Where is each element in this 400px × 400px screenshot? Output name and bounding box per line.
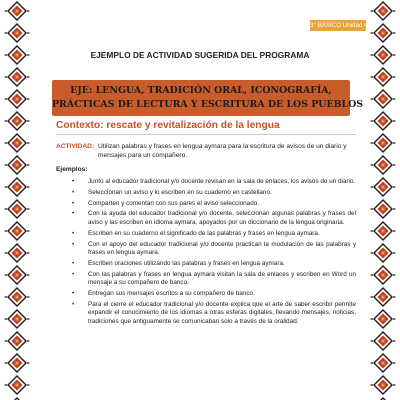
border-motif-center	[381, 119, 384, 122]
border-motif-center	[15, 9, 18, 12]
list-item: • Para el cierre el educador tradicional y/o docente explica que el arte de saber escribir permite expandir el conocimiento de los idiomas a otras esferas digitales, llevando mensajes, noticias, tradiciones que antiguamente se comunicaban solo a través de la oralidad.	[72, 300, 356, 325]
bullet-icon: •	[72, 259, 75, 267]
grade-unit-badge: 3° BÁSICO Unidad 4	[310, 22, 368, 29]
border-motif-center	[15, 163, 18, 166]
border-motif-center	[381, 163, 384, 166]
list-item: • Junto al educador tradicional y/o docente revisan en la sala de enlaces, los avisos de un diario.	[72, 178, 356, 185]
border-motif-center	[381, 141, 384, 144]
bullet-icon: •	[72, 199, 75, 207]
border-motif-center	[381, 75, 384, 78]
list-item: • Con las palabras y frases en lengua aymara visitan la sala de enlaces y escriben en Word un mensaje a su compañero de banco.	[72, 270, 356, 287]
context-title: Contexto: rescate y revitalización de la lengua	[56, 120, 280, 131]
border-motif-center	[381, 185, 384, 188]
border-motif-center	[15, 273, 18, 276]
border-motif-center	[15, 317, 18, 320]
border-motif-center	[381, 317, 384, 320]
border-motif-center	[381, 339, 384, 342]
border-motif-center	[15, 361, 18, 364]
list-item: • Comparten y comentan con sus pares el aviso seleccionado.	[72, 199, 260, 207]
document-heading: EJEMPLO DE ACTIVIDAD SUGERIDA DEL PROGRAMA	[90, 50, 310, 60]
border-motif-center	[15, 75, 18, 78]
border-motif-center	[381, 97, 384, 100]
bullet-icon: •	[72, 290, 75, 298]
bullet-icon: •	[72, 300, 75, 308]
axis-title-line-2: PRÁCTICAS DE LECTURA Y ESCRITURA DE LOS PUEBLOS	[52, 99, 364, 110]
border-motif-center	[381, 295, 384, 298]
bullet-icon: •	[72, 270, 75, 278]
bullet-icon: •	[72, 188, 75, 196]
border-motif-center	[15, 251, 18, 254]
bullet-icon: •	[72, 210, 75, 218]
examples-list	[72, 178, 356, 329]
list-item: • Seleccionan un aviso y lo escriben en su cuaderno en castellano.	[72, 188, 272, 196]
bullet-icon: •	[72, 229, 75, 237]
list-item: • Entregan sus mensajes escritos a su compañero de banco.	[72, 290, 255, 298]
border-motif-center	[381, 53, 384, 56]
activity-label: ACTIVIDAD:	[56, 143, 95, 150]
border-motif-center	[15, 339, 18, 342]
border-motif-center	[15, 141, 18, 144]
border-motif-center	[381, 31, 384, 34]
list-item: • Escriben en su cuaderno el significado de las palabras y frases en lengua aymara.	[72, 229, 320, 237]
border-motif-center	[15, 229, 18, 232]
list-item: • Con la ayuda del educador tradicional y/o docente, seleccionan algunas palabras y frases del aviso y las escriben en idioma aymara, apoyados por un diccionario de la lengua originaria.	[72, 210, 356, 226]
activity-block	[56, 142, 356, 160]
border-motif-center	[381, 207, 384, 210]
border-motif-center	[15, 31, 18, 34]
border-motif-center	[15, 119, 18, 122]
context-divider	[56, 134, 356, 135]
activity-text: Utilizan palabras y frases en lengua aymara para la escritura de avisos de un diario y mensajes para un compañero.	[98, 143, 347, 159]
border-motif-center	[15, 207, 18, 210]
border-motif-center	[381, 361, 384, 364]
border-motif-center	[381, 251, 384, 254]
axis-title-line-1: EJE: LENGUA, TRADICIÓN ORAL, ICONOGRAFÍA,	[70, 85, 332, 96]
list-item: • Con el apoyo del educador tradicional y/o docente practican la modulación de las palabras y frases en lengua aymara.	[72, 240, 356, 257]
border-motif-center	[15, 53, 18, 56]
decorative-border-right	[370, 0, 396, 400]
border-motif-center	[381, 383, 384, 386]
border-motif-center	[381, 229, 384, 232]
bullet-icon: •	[72, 240, 75, 248]
list-item: • Escriben oraciones utilizando las palabras y frases en lengua aymara.	[72, 259, 285, 267]
border-motif-center	[15, 383, 18, 386]
axis-banner	[52, 80, 364, 116]
border-motif-center	[381, 273, 384, 276]
decorative-border-left	[4, 0, 30, 400]
border-motif-center	[15, 295, 18, 298]
border-motif-center	[15, 185, 18, 188]
border-motif-center	[15, 97, 18, 100]
examples-label: Ejemplos:	[56, 166, 88, 173]
border-motif-center	[381, 9, 384, 12]
bullet-icon: •	[72, 178, 75, 185]
